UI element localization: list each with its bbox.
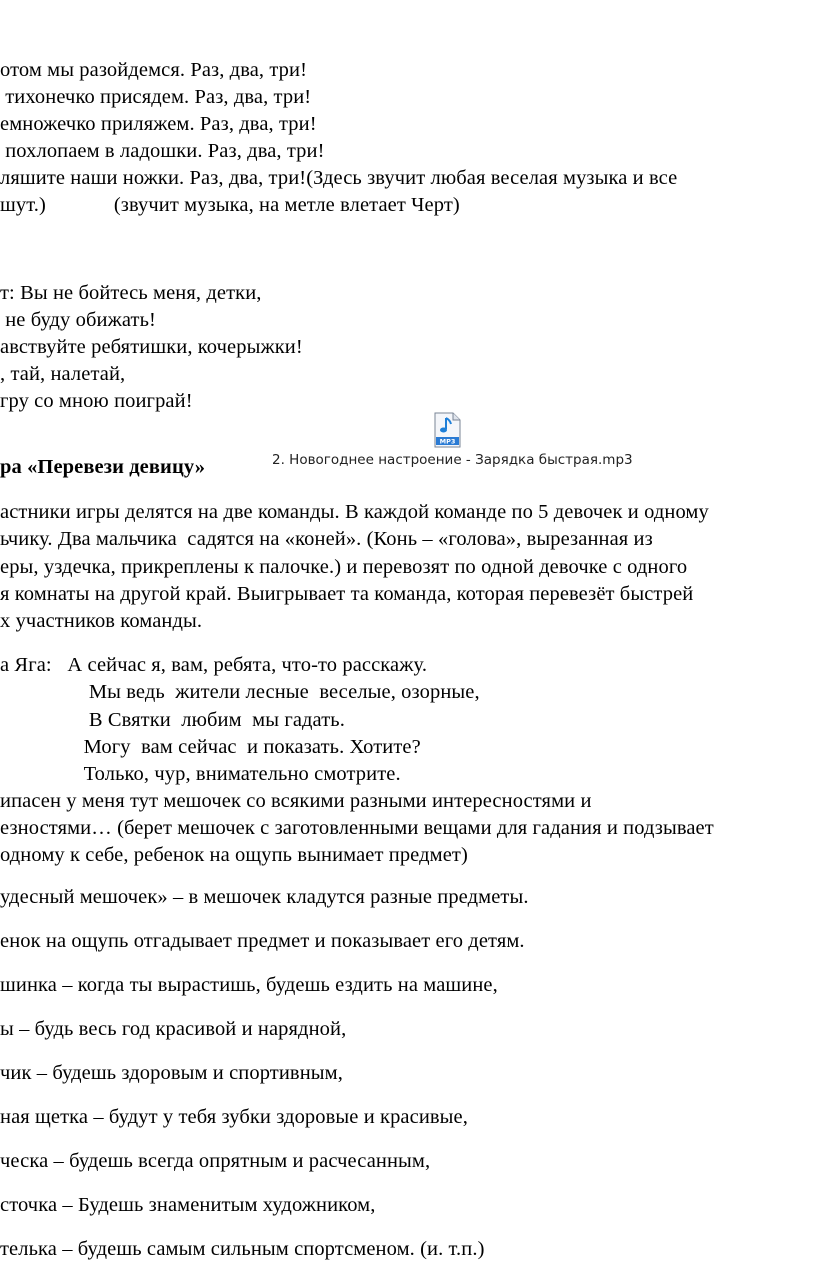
text-line: авствуйте ребятишки, кочерыжки! [0, 336, 303, 358]
text-line: ы – будь весь год красивой и нарядной, [0, 1018, 347, 1040]
text-line: шинка – когда ты вырастишь, будешь ездить на машине, [0, 974, 498, 996]
audio-file-icon [432, 412, 462, 448]
text-line: ипасен у меня тут мешочек со всякими разными интересностями и [0, 790, 592, 812]
text-line: Мы ведь жители лесные веселые, озорные, [0, 681, 480, 703]
text-line: т: Вы не бойтесь меня, детки, [0, 282, 262, 304]
text-line: В Святки любим мы гадать. [0, 709, 345, 731]
text-line: ная щетка – будут у тебя зубки здоровые и красивые, [0, 1106, 468, 1128]
text-line: езностями… (берет мешочек с заготовленными вещами для гадания и подзывает [0, 817, 714, 839]
section-heading: ра «Перевези девицу» [0, 456, 206, 478]
text-line: одному к себе, ребенок на ощупь вынимает предмет) [0, 844, 468, 866]
attachment-filename: 2. Новогоднее настроение - Зарядка быстрая.mp3 [272, 452, 633, 468]
text-line: Только, чур, внимательно смотрите. [0, 763, 401, 785]
text-line: не буду обижать! [0, 309, 156, 331]
text-line: похлопаем в ладошки. Раз, два, три! [0, 140, 325, 162]
text-line: астники игры делятся на две команды. В каждой команде по 5 девочек и одному [0, 501, 709, 523]
text-line: , тай, налетай, [0, 363, 126, 385]
text-line: емножечко приляжем. Раз, два, три! [0, 113, 317, 135]
text-line: сточка – Будешь знаменитым художником, [0, 1194, 376, 1216]
text-line: Могу вам сейчас и показать. Хотите? [0, 736, 421, 758]
text-line: шут.) (звучит музыка, на метле влетает Черт) [0, 194, 460, 216]
text-line: х участников команды. [0, 610, 203, 632]
text-line: ьчику. Два мальчика садятся на «коней». (Конь – «голова», вырезанная из [0, 528, 653, 550]
mp3-badge: MP3 [439, 437, 456, 446]
text-line: тихонечко присядем. Раз, два, три! [0, 86, 312, 108]
text-line: телька – будешь самым сильным спортсменом. (и. т.п.) [0, 1238, 485, 1260]
text-line: удесный мешочек» – в мешочек кладутся разные предметы. [0, 886, 529, 908]
text-line: енок на ощупь отгадывает предмет и показывает его детям. [0, 930, 525, 952]
mp3-attachment[interactable] [272, 412, 632, 472]
text-line: а Яга: А сейчас я, вам, ребята, что-то расскажу. [0, 654, 428, 676]
text-line: ляшите наши ножки. Раз, два, три!(Здесь звучит любая веселая музыка и все [0, 167, 678, 189]
text-line: гру со мною поиграй! [0, 390, 193, 412]
text-line: чик – будешь здоровым и спортивным, [0, 1062, 343, 1084]
text-line: я комнаты на другой край. Выигрывает та команда, которая перевезёт быстрей [0, 583, 694, 605]
text-line: ческа – будешь всегда опрятным и расчесанным, [0, 1150, 431, 1172]
text-line: еры, уздечка, прикреплены к палочке.) и перевозят по одной девочке с одного [0, 556, 688, 578]
text-line: отом мы разойдемся. Раз, два, три! [0, 59, 308, 81]
